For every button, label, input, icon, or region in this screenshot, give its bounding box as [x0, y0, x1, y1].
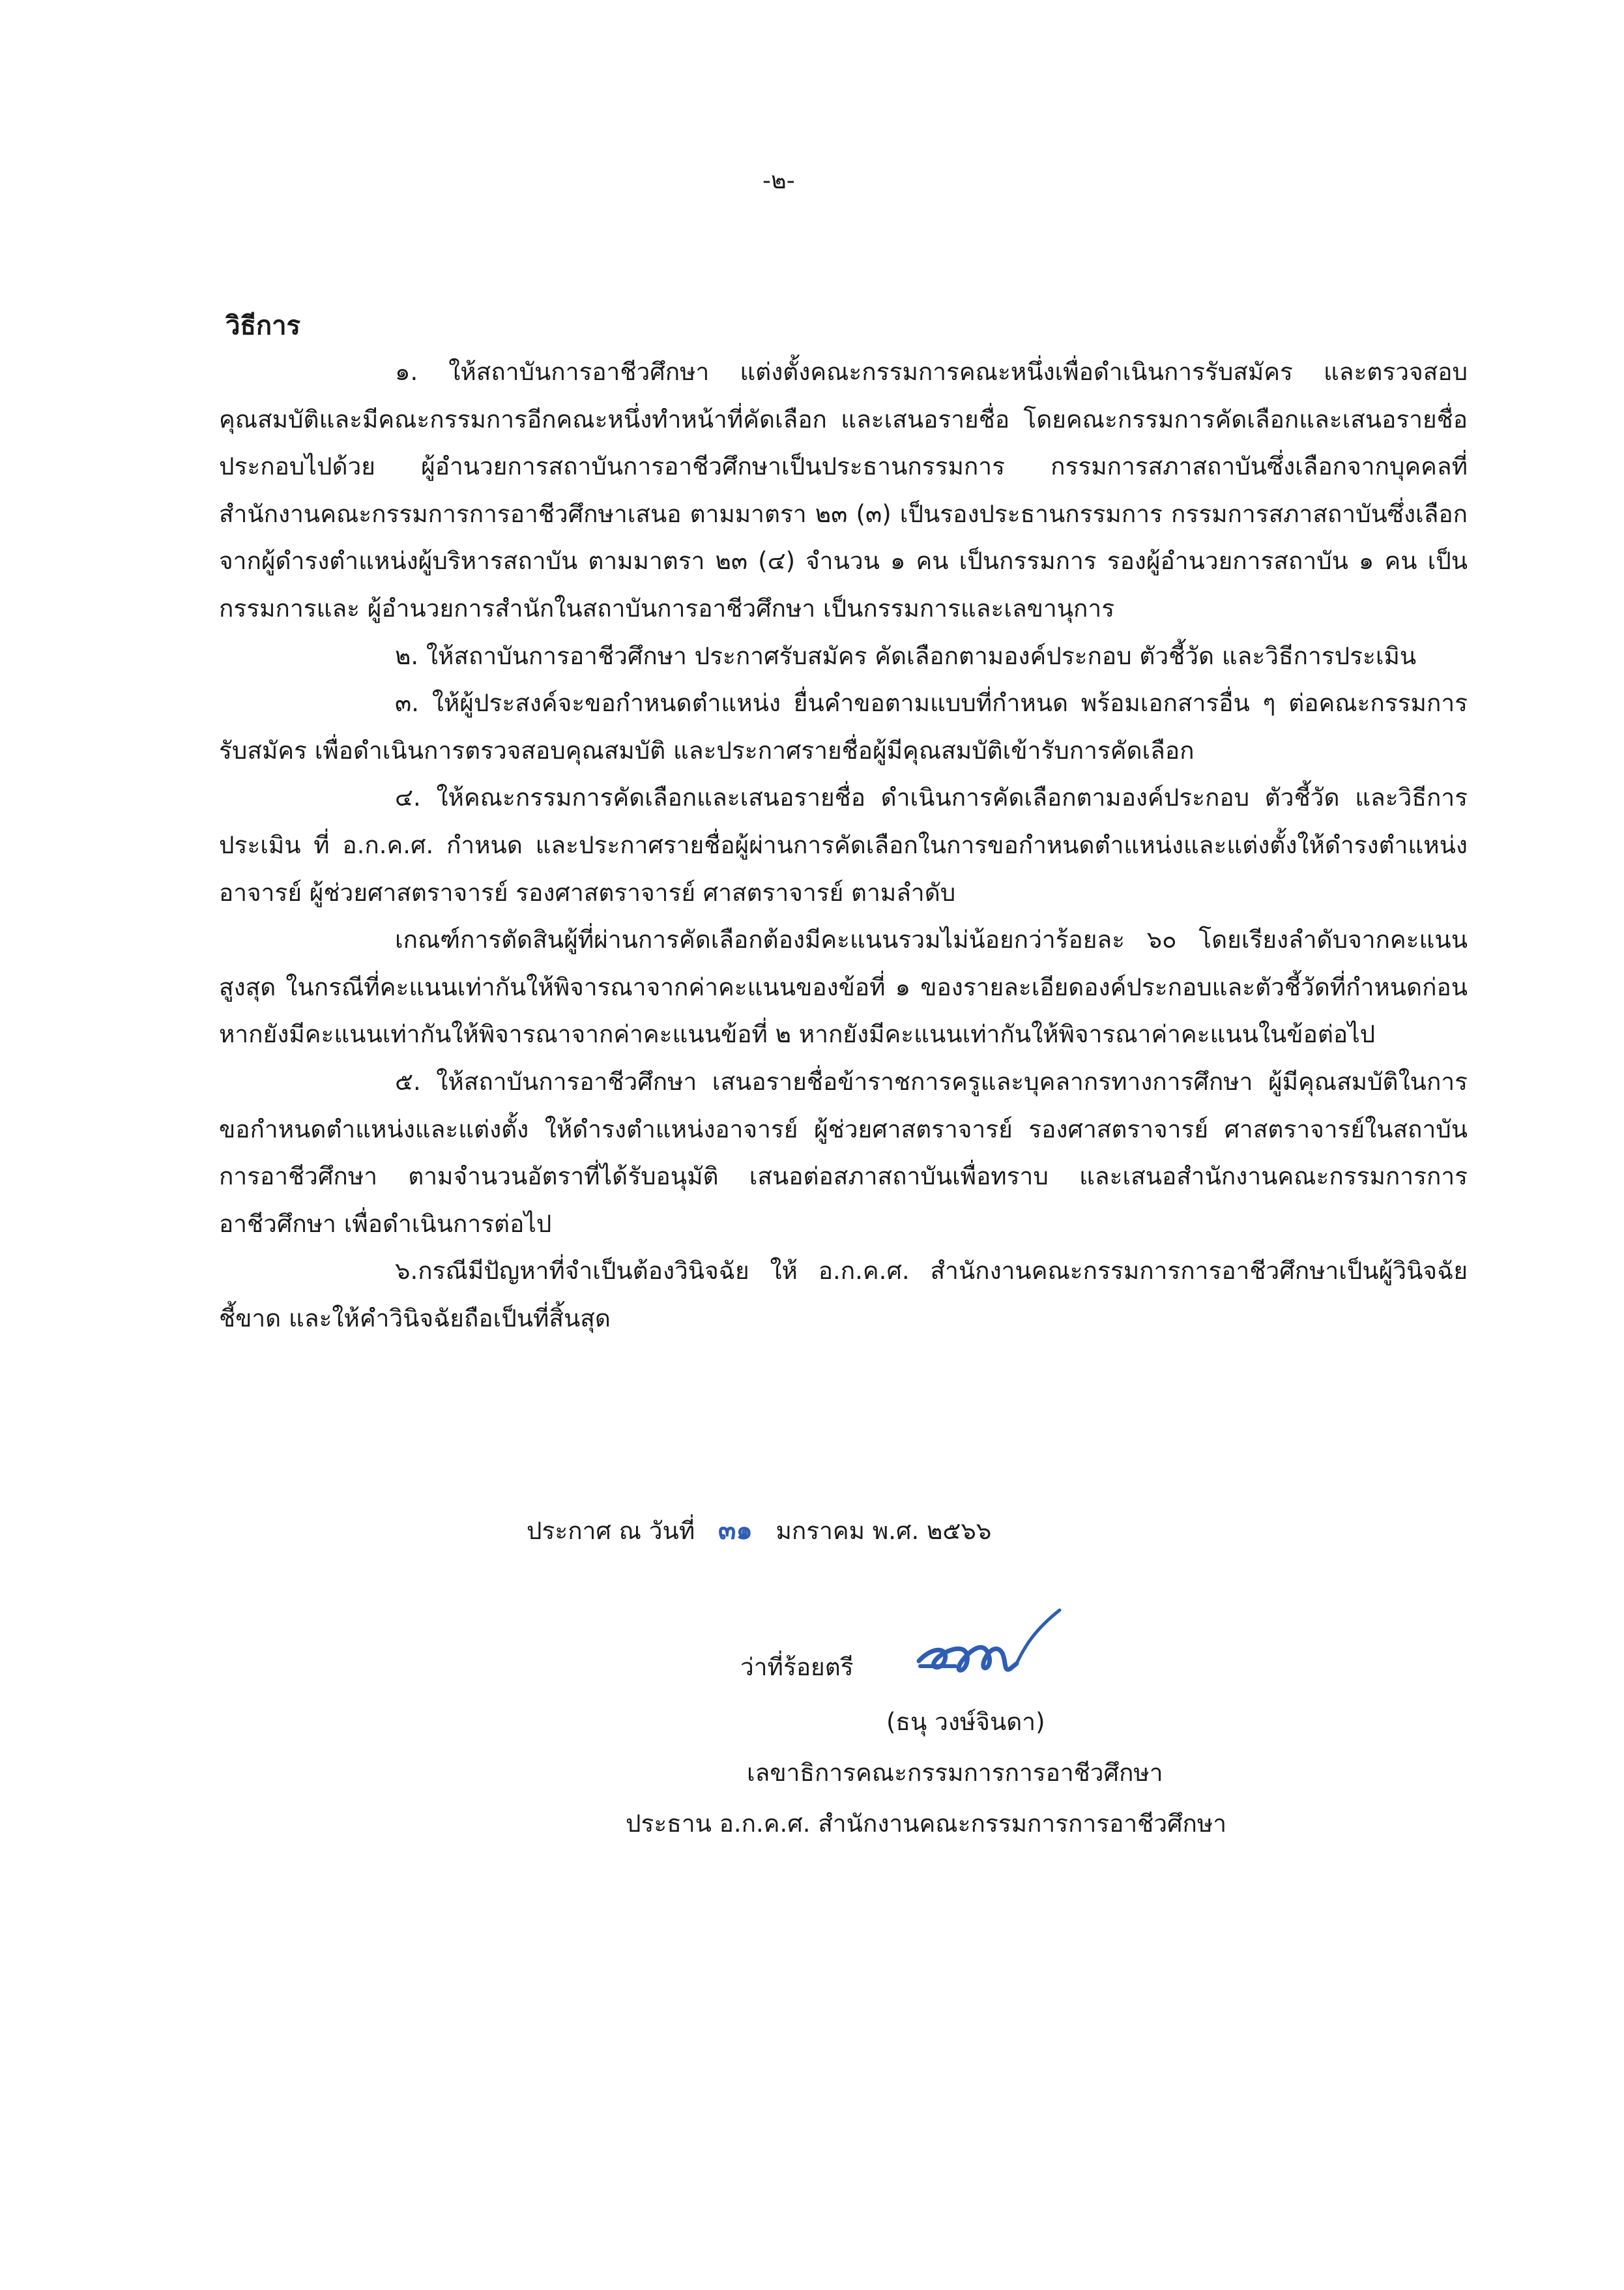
paragraph-6: ๖.กรณีมีปัญหาที่จำเป็นต้องวินิจฉัย ให้ อ.ก.ค.ศ. สำนักงานคณะกรรมการการอาชีวศึกษาเป็นผู้วินิจฉัยชี้ขาด และให้คำวินิจฉัยถือเป็นที่สิ้นสุด	[219, 1257, 1468, 1332]
signer-title: เลขาธิการคณะกรรมการการอาชีวศึกษา	[747, 1759, 1163, 1787]
section-heading: วิธีการ	[225, 311, 301, 341]
paragraph-criteria: เกณฑ์การตัดสินผู้ที่ผ่านการคัดเลือกต้องมีคะแนนรวมไม่น้อยกว่าร้อยละ ๖๐ โดยเรียงลำดับจากคะแนนสูงสุด ในกรณีที่คะแนนเท่ากันให้พิจารณาจากค่าคะแนนของข้อที่ ๑ ของรายละเอียดองค์ประกอบและตัวชี้วัดที่กำหนดก่อน หากยังมีคะแนนเท่ากันให้พิจารณาจากค่าคะแนนข้อที่ ๒ หากยังมีคะแนนเท่ากันให้พิจารณาค่าคะแนนในข้อต่อไป	[219, 926, 1468, 1049]
paragraph-5: ๕. ให้สถาบันการอาชีวศึกษา เสนอรายชื่อข้าราชการครูและบุคลากรทางการศึกษา ผู้มีคุณสมบัติในการขอกำหนดตำแหน่งและแต่งตั้ง ให้ดำรงตำแหน่งอาจารย์ ผู้ช่วยศาสตราจารย์ รองศาสตราจารย์ ศาสตราจารย์ในสถาบันการอาชีวศึกษา ตามจำนวนอัตราที่ได้รับอนุมัติ เสนอต่อสภาสถาบันเพื่อทราบ และเสนอสำนักงานคณะกรรมการการอาชีวศึกษา เพื่อดำเนินการต่อไป	[219, 1067, 1468, 1238]
paragraph-4: ๔. ให้คณะกรรมการคัดเลือกและเสนอรายชื่อ ดำเนินการคัดเลือกตามองค์ประกอบ ตัวชี้วัด และวิธีการประเมิน ที่ อ.ก.ค.ศ. กำหนด และประกาศรายชื่อผู้ผ่านการคัดเลือกในการขอกำหนดตำแหน่งและแต่งตั้งให้ดำรงตำแหน่งอาจารย์ ผู้ช่วยศาสตราจารย์ รองศาสตราจารย์ ศาสตราจารย์ ตามลำดับ	[219, 784, 1468, 907]
announcement-day: ๓๑	[718, 1516, 753, 1546]
signer-role: ประธาน อ.ก.ค.ศ. สำนักงานคณะกรรมการการอาชีวศึกษา	[626, 1810, 1227, 1838]
paragraph-1: ๑. ให้สถาบันการอาชีวศึกษา แต่งตั้งคณะกรรมการคณะหนึ่งเพื่อดำเนินการรับสมัคร และตรวจสอบคุณสมบัติและมีคณะกรรมการอีกคณะหนึ่งทำหน้าที่คัดเลือก และเสนอรายชื่อ โดยคณะกรรมการคัดเลือกและเสนอรายชื่อ ประกอบไปด้วย ผู้อำนวยการสถาบันการอาชีวศึกษาเป็นประธานกรรมการ กรรมการสภาสถาบันซึ่งเลือกจากบุคคลที่สำนักงานคณะกรรมการการอาชีวศึกษาเสนอ ตามมาตรา ๒๓ (๓) เป็นรองประธานกรรมการ กรรมการสภาสถาบันซึ่งเลือกจากผู้ดำรงตำแหน่งผู้บริหารสถาบัน ตามมาตรา ๒๓ (๔) จำนวน ๑ คน เป็นกรรมการ รองผู้อำนวยการสถาบัน ๑ คน เป็นกรรมการและ ผู้อำนวยการสำนักในสถาบันการอาชีวศึกษา เป็นกรรมการและเลขานุการ	[219, 358, 1468, 623]
announcement-month-year: มกราคม พ.ศ. ๒๕๖๖	[776, 1517, 992, 1545]
signer-rank: ว่าที่ร้อยตรี	[740, 1653, 854, 1681]
document-body	[219, 349, 1468, 1342]
page-number: -๒-	[762, 168, 795, 194]
paragraph-3: ๓. ให้ผู้ประสงค์จะขอกำหนดตำแหน่ง ยื่นคำขอตามแบบที่กำหนด พร้อมเอกสารอื่น ๆ ต่อคณะกรรมการรับสมัคร เพื่อดำเนินการตรวจสอบคุณสมบัติ และประกาศรายชื่อผู้มีคุณสมบัติเข้ารับการคัดเลือก	[219, 689, 1468, 765]
announcement-prefix: ประกาศ ณ วันที่	[527, 1517, 695, 1545]
signer-name: (ธนุ วงษ์จินดา)	[886, 1708, 1045, 1736]
paragraph-2: ๒. ให้สถาบันการอาชีวศึกษา ประกาศรับสมัคร คัดเลือกตามองค์ประกอบ ตัวชี้วัด และวิธีการประเมิน	[395, 641, 1417, 670]
announcement-date	[527, 1511, 991, 1551]
signature-mark	[912, 1601, 1069, 1699]
